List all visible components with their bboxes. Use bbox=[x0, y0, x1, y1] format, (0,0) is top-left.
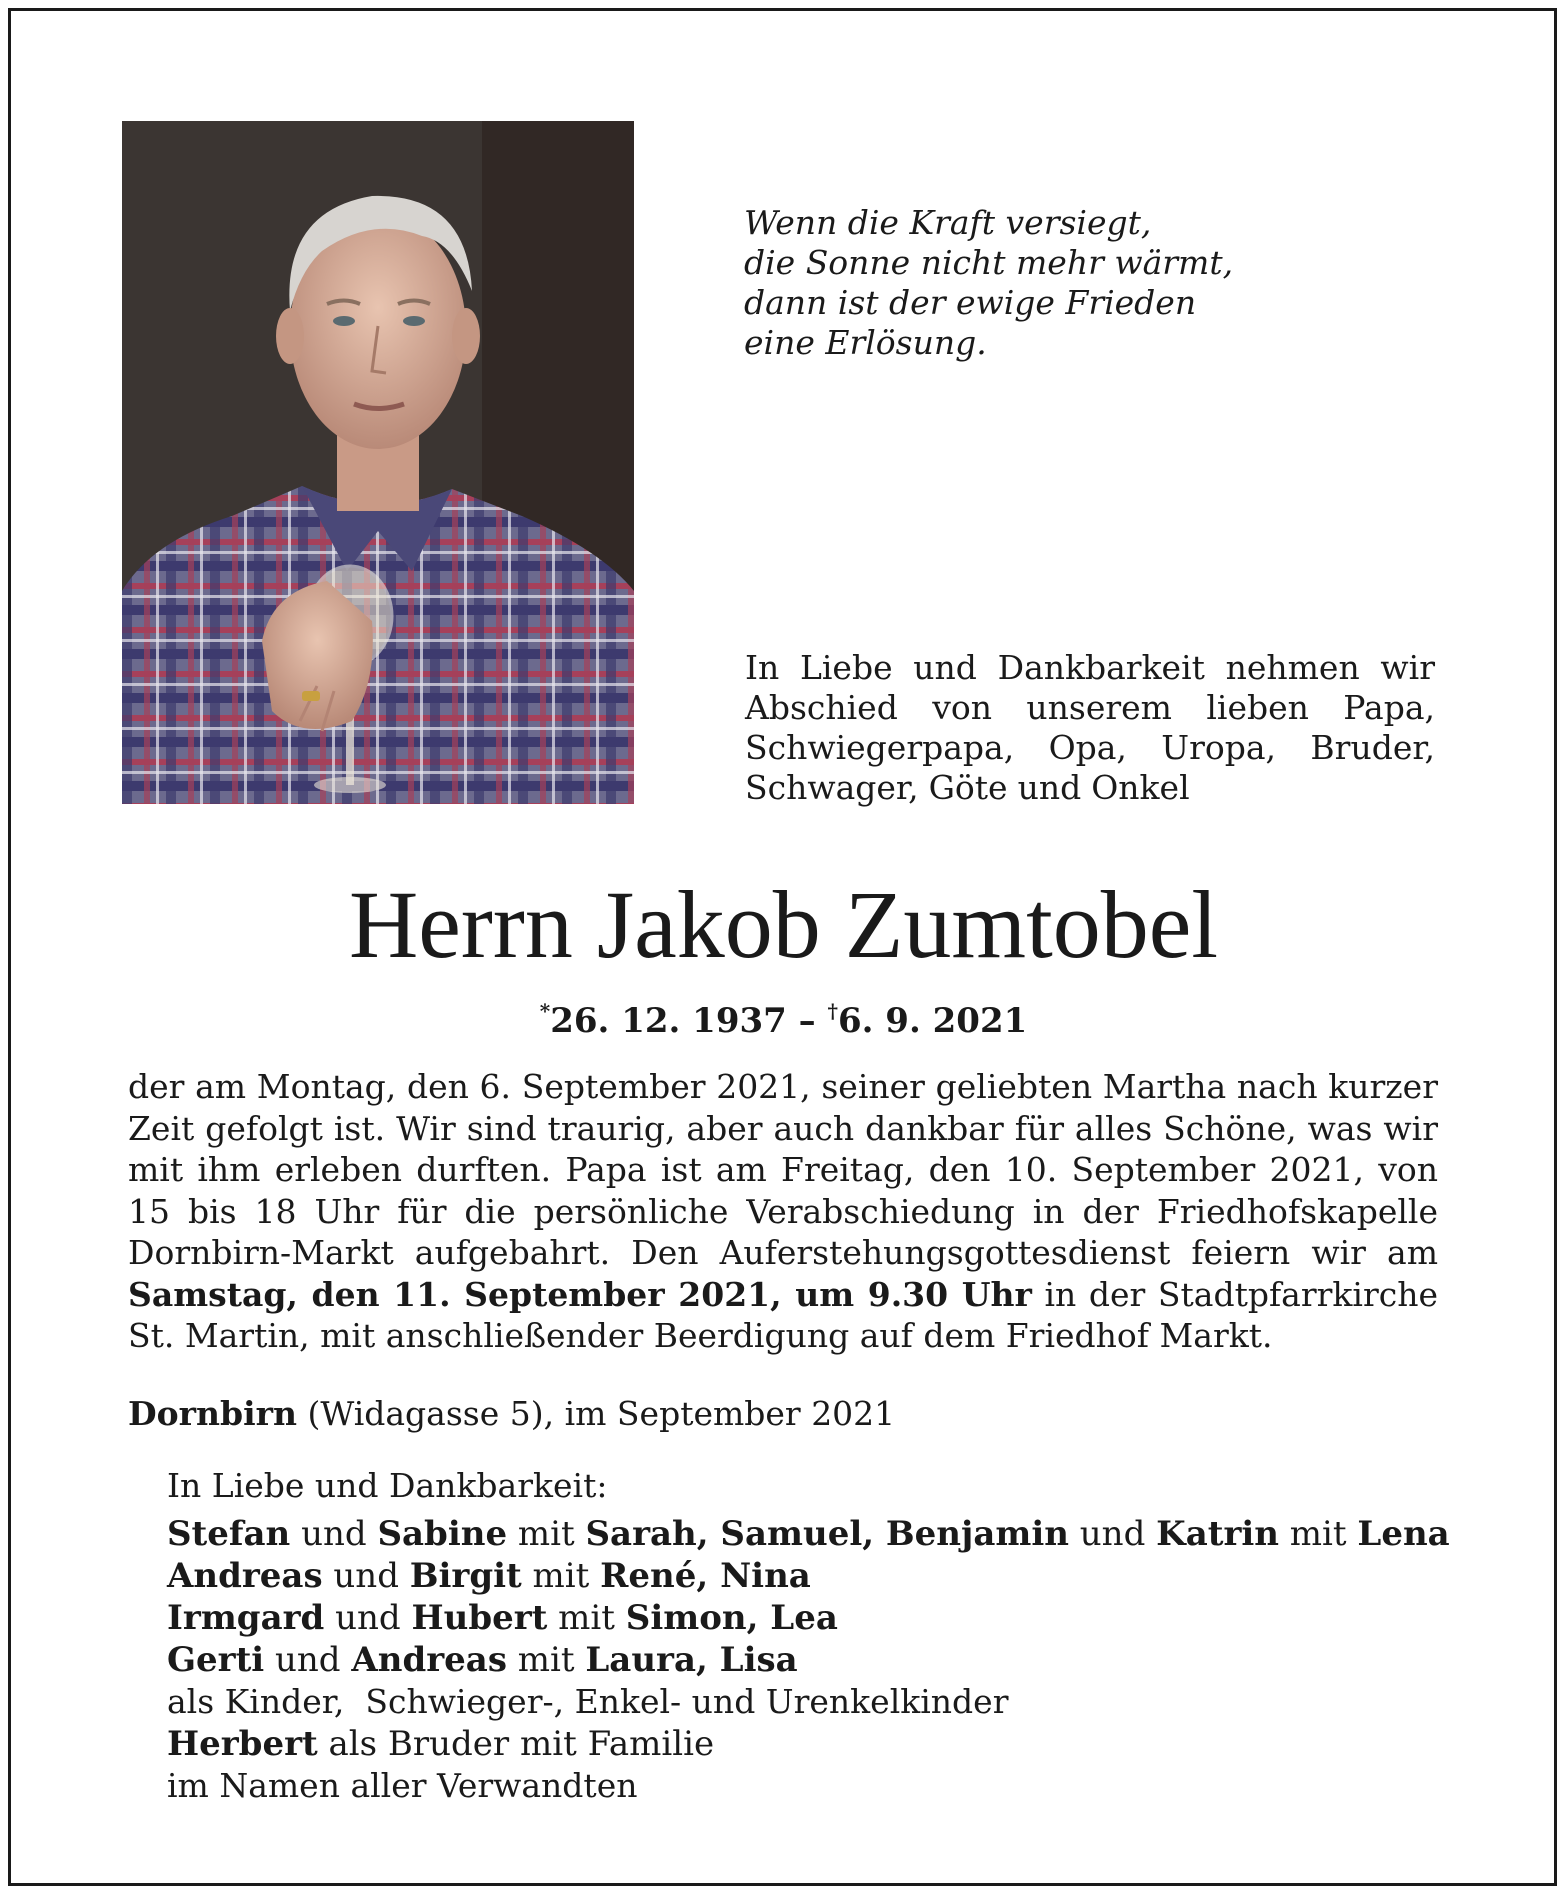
quote-line: die Sonne nicht mehr wärmt, bbox=[744, 243, 1234, 282]
name: Katrin bbox=[1156, 1514, 1279, 1554]
memorial-quote bbox=[744, 203, 1233, 363]
intro-line bbox=[745, 768, 1435, 808]
name: Herbert bbox=[167, 1724, 318, 1764]
quote-line: eine Erlösung. bbox=[744, 323, 987, 362]
word: nehmen bbox=[1225, 648, 1360, 687]
name: Hubert bbox=[411, 1598, 548, 1638]
kinder-line: als Kinder, Schwieger-, Enkel- und Urenkelkinder bbox=[167, 1682, 1009, 1721]
death-mark: † bbox=[827, 999, 838, 1023]
name: Lena bbox=[1357, 1514, 1450, 1554]
family-row bbox=[167, 1513, 1450, 1555]
date-dash: – bbox=[786, 1001, 828, 1041]
word: Schwager, bbox=[745, 768, 919, 807]
name: Sarah, Samuel, Benjamin bbox=[585, 1514, 1069, 1554]
connector: mit bbox=[1279, 1514, 1358, 1554]
name: Gerti bbox=[167, 1640, 265, 1680]
signature-block bbox=[167, 1465, 1450, 1807]
word: lieben bbox=[1206, 688, 1309, 727]
intro-line bbox=[745, 728, 1435, 768]
word: Abschied bbox=[745, 688, 898, 727]
word: wir bbox=[1380, 648, 1435, 687]
place-rest: (Widagasse 5), im September 2021 bbox=[297, 1394, 896, 1433]
name: Laura, Lisa bbox=[585, 1640, 798, 1680]
intro-line bbox=[745, 688, 1435, 728]
word: In bbox=[745, 648, 780, 687]
birth-date: 26. 12. 1937 bbox=[550, 1001, 787, 1041]
connector: mit bbox=[506, 1640, 586, 1680]
word: Opa, bbox=[1048, 728, 1127, 767]
connector: und bbox=[324, 1598, 412, 1638]
closing-line: im Namen aller Verwandten bbox=[167, 1766, 638, 1805]
word: Bruder, bbox=[1310, 728, 1435, 767]
place-city: Dornbirn bbox=[128, 1394, 297, 1433]
name: Irmgard bbox=[167, 1598, 325, 1638]
body-text: in der Stadtpfarrkirche St. Martin, mit anschließender Beerdigung auf dem Friedhof Markt. bbox=[128, 1274, 1438, 1355]
name: Birgit bbox=[409, 1556, 522, 1596]
birth-mark: * bbox=[539, 999, 551, 1023]
deceased-name: Herrn Jakob Zumtobel bbox=[348, 871, 1219, 978]
quote-line: dann ist der ewige Frieden bbox=[744, 283, 1197, 322]
word: Onkel bbox=[1091, 768, 1190, 807]
signature-heading: In Liebe und Dankbarkeit: bbox=[167, 1466, 608, 1505]
word: Schwiegerpapa, bbox=[745, 728, 1015, 767]
name: Andreas bbox=[167, 1556, 323, 1596]
connector: und bbox=[322, 1556, 410, 1596]
body-text: der am Montag, den 6. September 2021, seiner geliebten Martha nach kurzer Zeit gefolgt ist. Wir sind traurig, aber auch dankbar für alles Schöne, was wir mit ihm erleben durften. Papa ist am Freitag, den 10. September 2021, von 15 bis 18 Uhr für die persönliche Verabschiedung in der Friedhofskapelle Dornbirn-Markt aufgebahrt. Den Auferstehungsgottesdienst feiern wir am bbox=[128, 1067, 1438, 1272]
connector: und bbox=[290, 1514, 378, 1554]
word: Göte bbox=[928, 768, 1008, 807]
family-row bbox=[167, 1597, 1450, 1639]
word: Dankbarkeit bbox=[997, 648, 1205, 687]
connector: als Bruder mit Familie bbox=[317, 1724, 715, 1764]
word: Liebe bbox=[799, 648, 893, 687]
connector: und bbox=[264, 1640, 352, 1680]
name: Simon, Lea bbox=[625, 1598, 838, 1638]
intro-line bbox=[745, 648, 1435, 688]
word: unserem bbox=[1026, 688, 1172, 727]
name: Stefan bbox=[167, 1514, 291, 1554]
name: Andreas bbox=[351, 1640, 507, 1680]
name: René, Nina bbox=[600, 1556, 811, 1596]
connector: mit bbox=[507, 1514, 586, 1554]
death-date: 6. 9. 2021 bbox=[837, 1001, 1028, 1041]
family-row bbox=[167, 1639, 1450, 1681]
word: und bbox=[913, 648, 977, 687]
intro-paragraph bbox=[745, 648, 1435, 808]
word: und bbox=[1017, 768, 1082, 807]
body-paragraph bbox=[128, 1066, 1438, 1357]
word: Papa, bbox=[1343, 688, 1435, 727]
name: Sabine bbox=[377, 1514, 508, 1554]
word: Uropa, bbox=[1161, 728, 1277, 767]
portrait-photo bbox=[122, 121, 634, 804]
place-and-date bbox=[128, 1393, 895, 1434]
connector: mit bbox=[521, 1556, 601, 1596]
word: von bbox=[932, 688, 992, 727]
connector: und bbox=[1068, 1514, 1157, 1554]
service-date: Samstag, den 11. September 2021, um 9.30 Uhr bbox=[128, 1274, 1032, 1314]
quote-line: Wenn die Kraft versiegt, bbox=[744, 203, 1152, 242]
family-row bbox=[167, 1555, 1450, 1597]
portrait-illustration bbox=[122, 121, 634, 804]
brother-row bbox=[167, 1723, 1450, 1765]
connector: mit bbox=[547, 1598, 626, 1638]
life-dates bbox=[0, 990, 1567, 1042]
